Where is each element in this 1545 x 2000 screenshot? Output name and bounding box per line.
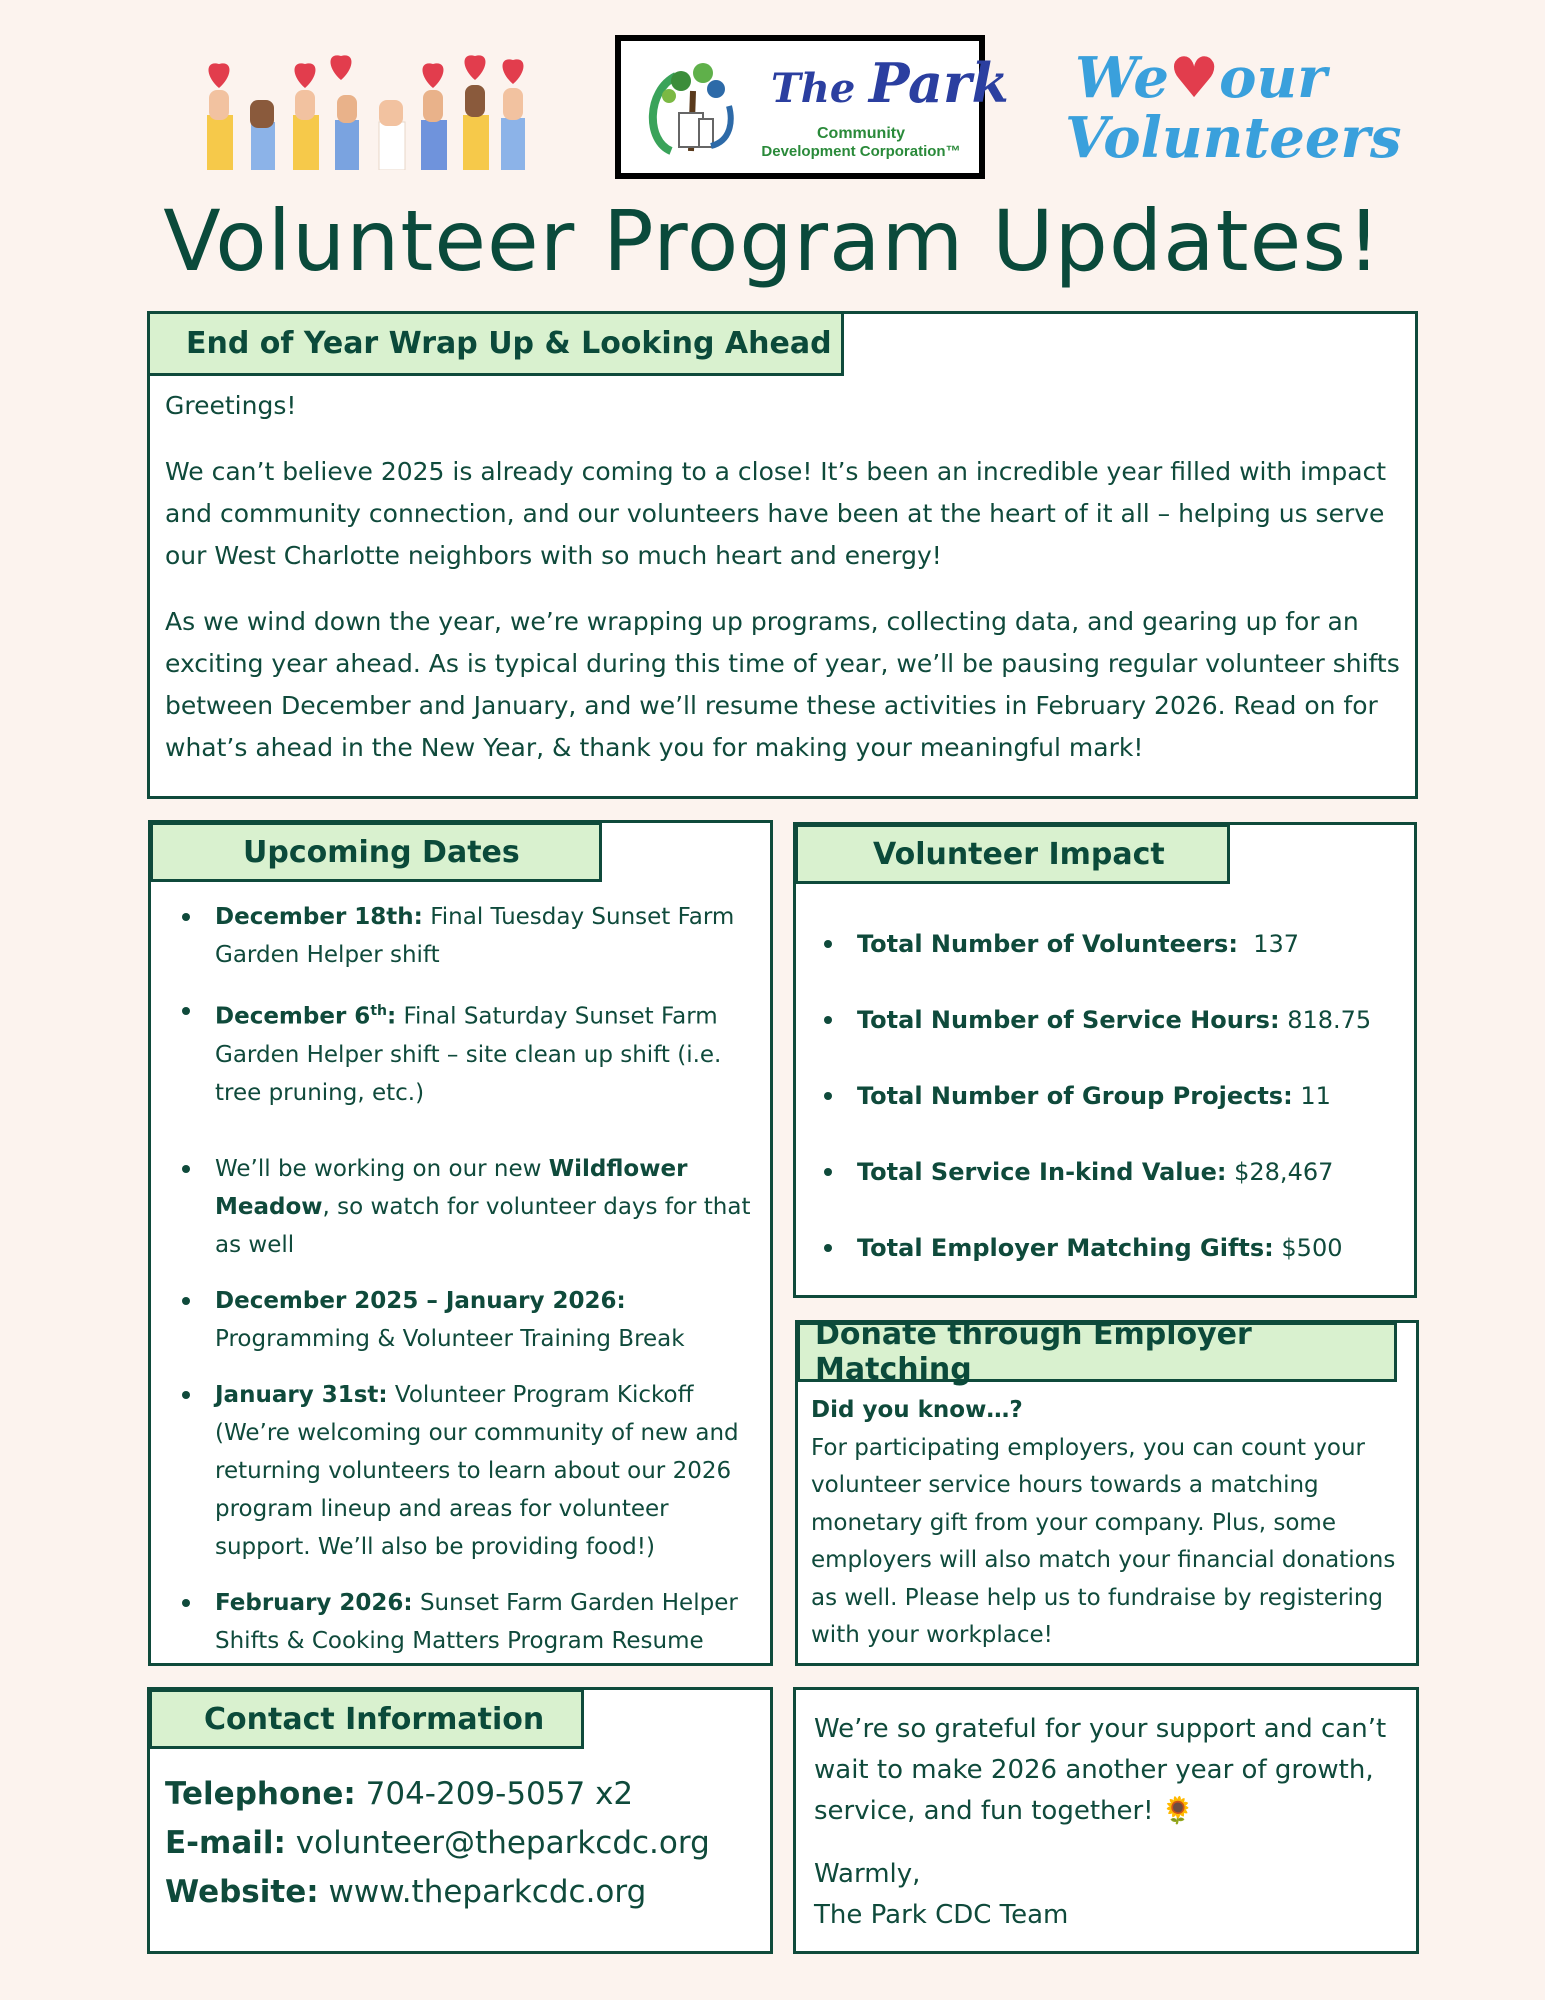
wrapup-para2: As we wind down the year, we’re wrapping up programs, collecting data, and gearing up for an exciting year ahead. As is typical during this time of year, we’ll be pausing regular volunteer shifts between December and January, and we’ll resume these activities in February 2026. Read on for what’s ahead in the New Year, & thank you for making your meaningful mark! bbox=[165, 607, 1400, 762]
item-text: Sunset Farm Garden Helper Shifts & Cooking Matters Program Resume bbox=[215, 1589, 738, 1654]
closing-signoff: Warmly, bbox=[814, 1859, 921, 1889]
website-link[interactable]: www.theparkcdc.org bbox=[328, 1874, 647, 1910]
donate-heading bbox=[797, 1317, 1397, 1387]
upcoming-heading-text: Upcoming Dates bbox=[243, 834, 520, 870]
list-item bbox=[180, 992, 760, 1112]
phone-value[interactable]: 704-209-5057 x2 bbox=[365, 1776, 634, 1812]
impact-heading bbox=[795, 824, 1230, 884]
impact-inkind bbox=[822, 1153, 1402, 1191]
impact-projects bbox=[822, 1077, 1402, 1115]
list-item bbox=[180, 1282, 760, 1358]
impact-value: 11 bbox=[1300, 1082, 1331, 1110]
item-text: Programming & Volunteer Training Break bbox=[215, 1325, 685, 1352]
impact-list bbox=[822, 925, 1402, 1267]
contact-heading-text: Contact Information bbox=[204, 1701, 545, 1737]
badge-our: our bbox=[1219, 45, 1327, 111]
closing-thanks: We’re so grateful for your support and can’t wait to make 2026 another year of growth, service, and fun together! 🌻 bbox=[814, 1714, 1387, 1826]
item-bold: Wildflower Meadow bbox=[215, 1155, 688, 1220]
impact-matching bbox=[822, 1229, 1402, 1267]
item-text: We’ll be working on our new bbox=[215, 1155, 549, 1182]
donate-body: For participating employers, you can count your volunteer service hours towards a matching monetary gift from your company. Plus, some employers will also match your financial donations as well. Please help us to fundraise by registering with your workplace! bbox=[811, 1434, 1396, 1648]
item-date: January 31st: bbox=[215, 1381, 388, 1408]
list-item bbox=[180, 1584, 760, 1660]
list-item bbox=[180, 1376, 760, 1566]
wrapup-para1: We can’t believe 2025 is already coming to a close! It’s been an incredible year filled with impact and community connection, and our volunteers have been at the heart of it all – helping us serve our West Charlotte neighbors with so much heart and energy! bbox=[165, 457, 1387, 570]
impact-label: Total Employer Matching Gifts: bbox=[857, 1234, 1274, 1262]
upcoming-list bbox=[180, 898, 760, 1660]
wrapup-greeting: Greetings! bbox=[165, 391, 297, 420]
tree-logo-icon bbox=[641, 51, 741, 169]
item-date: February 2026: bbox=[215, 1589, 413, 1616]
page-title: Volunteer Program Updates! bbox=[163, 192, 1382, 290]
upcoming-heading bbox=[150, 822, 602, 882]
impact-label: Total Number of Volunteers: bbox=[857, 930, 1238, 958]
logo-community: Community bbox=[817, 125, 905, 142]
contact-phone bbox=[165, 1770, 765, 1819]
hands-hearts-icon bbox=[195, 50, 535, 170]
item-date-colon: : bbox=[386, 1003, 397, 1030]
closing-team: The Park CDC Team bbox=[814, 1900, 1069, 1930]
item-text-post: , so watch for volunteer days for that as well bbox=[215, 1193, 751, 1258]
impact-label: Total Service In-kind Value: bbox=[857, 1158, 1227, 1186]
list-item bbox=[180, 1150, 760, 1264]
donate-heading-text: Donate through Employer Matching bbox=[815, 1317, 1252, 1387]
impact-heading-text: Volunteer Impact bbox=[873, 836, 1165, 872]
wrapup-heading-text: End of Year Wrap Up & Looking Ahead bbox=[186, 326, 832, 361]
badge-volunteers: Volunteers bbox=[1065, 105, 1402, 171]
item-date: December 6 bbox=[215, 1003, 371, 1030]
impact-hours bbox=[822, 1001, 1402, 1039]
park-cdc-logo bbox=[615, 35, 1009, 179]
logo-dev-corp: Development Corporation™ bbox=[761, 143, 961, 160]
impact-value: $28,467 bbox=[1234, 1158, 1334, 1186]
impact-value: $500 bbox=[1281, 1234, 1343, 1262]
logo-the: The bbox=[771, 65, 856, 112]
impact-label: Total Number of Service Hours: bbox=[857, 1006, 1280, 1034]
impact-value: 818.75 bbox=[1287, 1006, 1372, 1034]
email-label: E-mail: bbox=[165, 1825, 286, 1861]
email-link[interactable]: volunteer@theparkcdc.org bbox=[295, 1825, 710, 1861]
wrapup-heading bbox=[147, 311, 844, 376]
we-love-our-volunteers-badge bbox=[1065, 35, 1402, 185]
item-text: Volunteer Program Kickoff (We’re welcoming our community of new and returning volunteers to learn about our 2026 program lineup and areas for volunteer support. We’ll also be providing food!) bbox=[215, 1381, 739, 1560]
impact-label: Total Number of Group Projects: bbox=[857, 1082, 1293, 1110]
impact-value: 137 bbox=[1253, 930, 1300, 958]
item-date: December 18th: bbox=[215, 904, 423, 930]
item-date: December 2025 – January 2026: bbox=[215, 1287, 626, 1314]
logo-park: Park bbox=[868, 51, 1009, 115]
hands-hearts-illustration bbox=[195, 50, 535, 170]
item-text: Final Tuesday Sunset Farm Garden Helper shift bbox=[215, 904, 735, 968]
item-date-sup: th bbox=[370, 1003, 387, 1019]
contact-website bbox=[165, 1868, 765, 1917]
phone-label: Telephone: bbox=[165, 1776, 356, 1812]
contact-email bbox=[165, 1819, 765, 1868]
item-text: Final Saturday Sunset Farm Garden Helper shift – site clean up shift (i.e. tree pruning, etc.) bbox=[215, 1003, 722, 1106]
list-item bbox=[180, 898, 760, 974]
heart-icon: ♥ bbox=[1168, 45, 1220, 111]
impact-volunteers bbox=[822, 925, 1402, 963]
contact-heading bbox=[149, 1689, 584, 1749]
donate-question: Did you know…? bbox=[811, 1397, 1023, 1423]
badge-we: We bbox=[1075, 45, 1169, 111]
website-label: Website: bbox=[165, 1874, 319, 1910]
